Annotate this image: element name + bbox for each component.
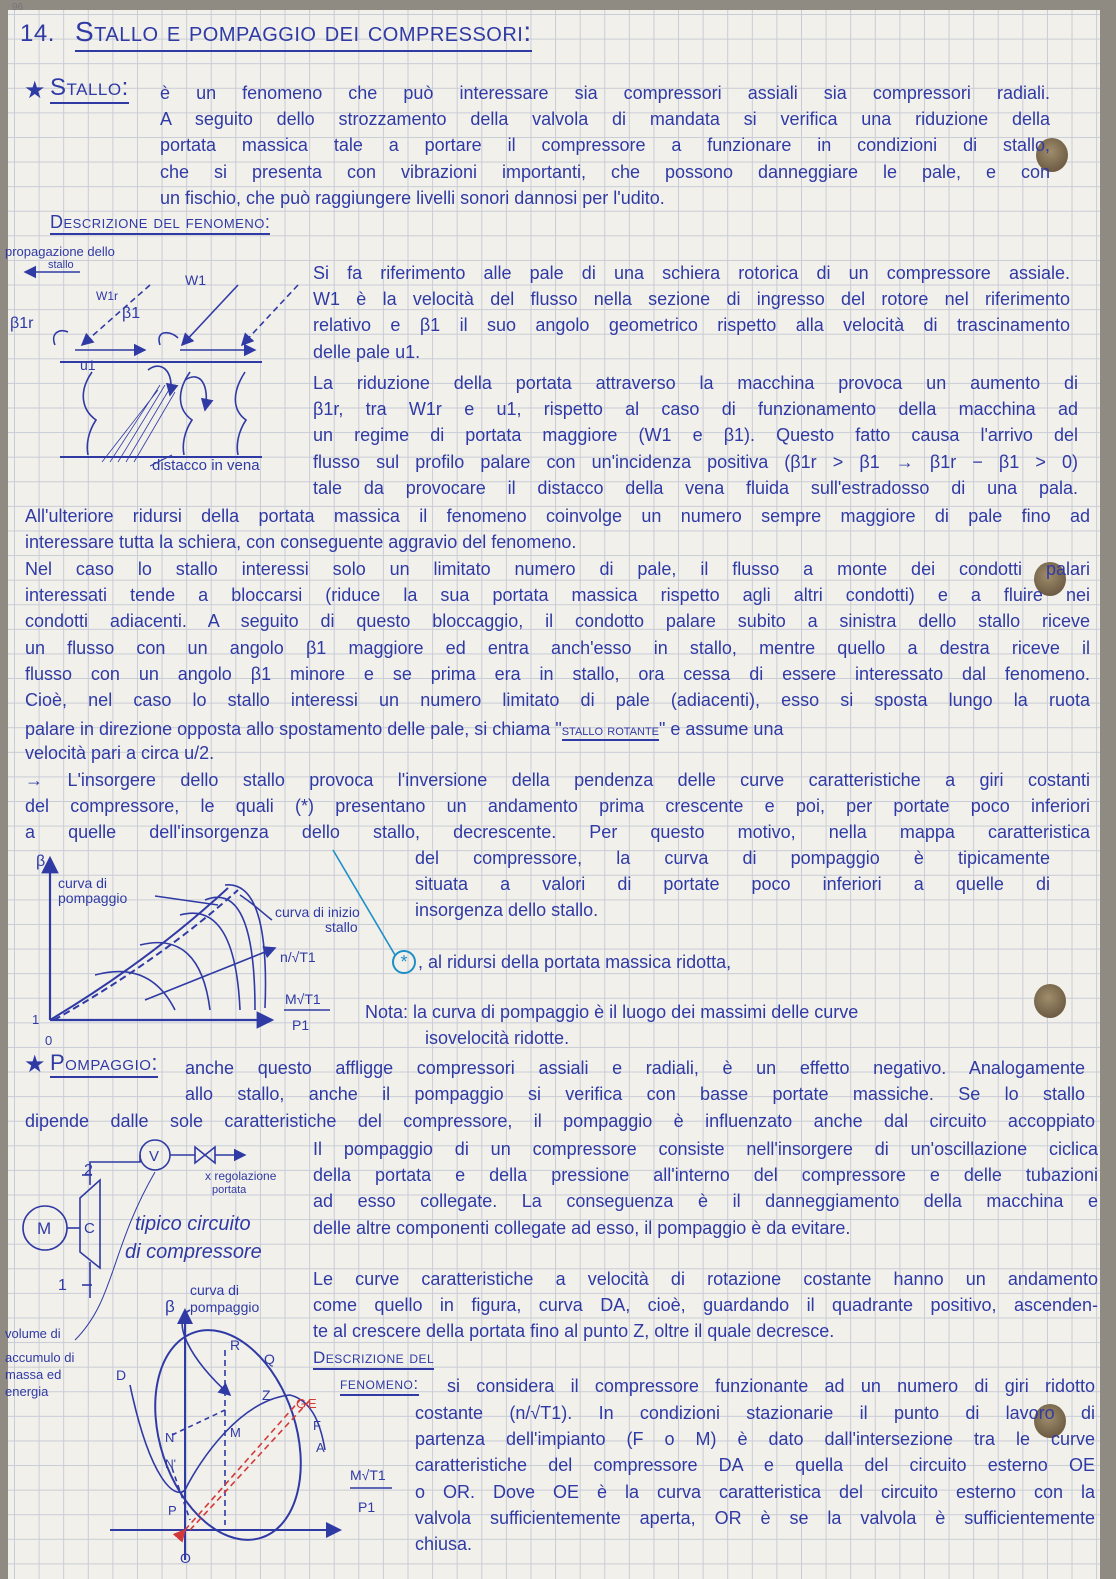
text-line: tale da provocare il distacco della vena fluida sull'estradosso di una pala. [313,477,1078,498]
text-line: a quelle dell'insorgenza dello stallo, decrescente. Per questo motivo, nella mappa caratteristica [25,822,1090,843]
star-icon: ★ [24,77,46,104]
text-line: → L'insorgere dello stallo provoca l'inversione della pendenza delle curve caratteristiche a giri costanti [25,770,1090,790]
footnote-marker: * [392,950,416,974]
text-line: che si presenta con vibrazioni importanti, che possono danneggiare le pale, e con [160,161,1050,182]
label: curva di [190,1282,240,1298]
text-line: Il pompaggio di un compressore consiste nell'insorgere di un'oscillazione ciclica [313,1139,1098,1159]
stallo-paragraph [160,80,1050,211]
label: portata [212,1184,247,1196]
section-number: 14. [20,20,55,47]
label: accumulo di [5,1350,75,1365]
paragraph [25,767,1090,846]
text-line: portata massica tale a portare il compressore a funzionare in condizioni di stallo, [160,135,1050,156]
paragraph-line: si considera il compressore funzionante ad un numero di giri ridotto [447,1376,1095,1396]
axis-label: M√T1 [285,991,321,1007]
paragraph [415,845,1050,924]
text-line: Le curve caratteristiche a velocità di rotazione costante hanno un andamento [313,1269,1098,1289]
axis-label: β [36,853,46,870]
point-label: M [230,1425,241,1440]
text-line: partenza dell'impianto (F o M) è dato dall'intersezione tra le curve [415,1429,1095,1450]
text-line: relativo e β1 il suo angolo geometrico rispetto alla velocità di trascinamento [313,315,1070,336]
label: W1 [185,272,206,288]
paragraph [313,1136,1098,1241]
page-number: 96 [12,2,24,13]
caption: tipico circuito [135,1213,251,1235]
label: propagazione dello [5,244,115,259]
label: 1 [58,1277,67,1294]
axis-label: M√T1 [350,1467,386,1483]
text-line: dipende dalle sole caratteristiche del compressore, il pompaggio è influenzato anche dal circuito accoppiato [25,1111,1095,1131]
binder-hole [1034,984,1066,1018]
text-line: situata a valori di portate poco inferiori a quelle di [415,874,1050,895]
note-line: Nota: la curva di pompaggio è il luogo dei massimi delle curve [365,1002,859,1022]
descrizione-heading: Descrizione del fenomeno: [50,212,270,235]
text-line: del compressore, le quali (*) presentano un andamento prima crescente e poi, per portate poco inferiori [25,796,1090,817]
point-label: A [316,1440,325,1455]
paragraph [313,370,1078,501]
paragraph [25,529,1090,555]
text: " e assume una [659,719,784,739]
text-line: anche questo affligge compressori assiali e radiali, è un effetto negativo. Analogamente [185,1058,1085,1078]
paragraph [313,1266,1098,1345]
tick-label: 1 [32,1012,40,1027]
label: β1r [10,315,34,332]
point-label: D [116,1367,127,1383]
label: W1r [96,289,118,303]
label: pompaggio [190,1299,260,1315]
text-line: W1 è la velocità del flusso nella sezione di ingresso del rotore nel riferimento [313,289,1070,310]
paragraph [313,260,1070,365]
text-line: Si fa riferimento alle pale di una schiera rotorica di un compressore assiale. [313,263,1070,283]
label: pompaggio [58,890,128,906]
text-line: Cioè, nel caso lo stallo interessi un numero limitato di pale (adiacenti), esso si sposta lungo la ruota [25,689,1090,710]
point-label: O [180,1550,191,1566]
stallo-heading: Stallo: [50,74,129,104]
label: stallo [48,259,74,271]
text-line: un regime di portata maggiore (W1 e β1). Questo fatto causa l'arrivo del [313,425,1078,446]
paragraph [25,503,1090,529]
label: stallo [325,919,358,935]
axis-label: P1 [292,1017,310,1033]
point-label: G [296,1396,307,1411]
footnote-text: , al ridursi della portata massica ridotta, [418,952,732,972]
label: massa ed [5,1367,62,1382]
text-line: delle altre componenti collegate ad esso, il pompaggio è da evitare. [313,1217,851,1238]
point-label: P [168,1503,177,1518]
point-label: N [165,1430,175,1445]
stallo-rotante-term: stallo rotante [561,722,659,739]
text-line: condotti adiacenti. A seguito di questo bloccaggio, il condotto palare subito a sinistra dello stallo riceve [25,611,1090,632]
text-line: un flusso con un angolo β1 maggiore ed entra anch'esso in stallo, mentre quello a destra riceve il [25,637,1090,658]
label: volume di [5,1326,61,1341]
text-line: te al crescere della portata fino al punto Z, oltre il quale decresce. [313,1321,835,1342]
note-line: isovelocità ridotte. [425,1028,570,1048]
point-label: Z [262,1387,271,1403]
text-line: delle pale u1. [313,341,421,362]
text-line: Nel caso lo stallo interessi solo un limitato numero di pale, il flusso a monte dei condotti palari [25,559,1090,579]
text-line: un fischio, che può raggiungere livelli sonori dannosi per l'udito. [160,187,665,208]
text-line: β1r, tra W1r e u1, rispetto al caso di funzionamento della macchina ad [313,399,1078,420]
label: energia [5,1384,49,1399]
text-line: interessati tende a bloccarsi (riduce la sua portata massica rispetto agli altri condotti) e a fluire nei [25,585,1090,606]
text-line: è un fenomeno che può interessare sia compressori assiali sia compressori radiali. [160,83,1050,103]
point-label: R [230,1337,241,1353]
text-line: insorgenza dello stallo. [415,900,599,921]
point-label: N' [165,1457,176,1471]
text-line: La riduzione della portata attraverso la macchina provoca un aumento di [313,373,1078,393]
label: x regolazione [205,1169,277,1183]
text-line: valvola sufficientemente aperta, OR è se la valvola è sufficientemente [415,1507,1095,1528]
text-line: chiusa. [415,1533,473,1554]
text-line: o OR. Dove OE è la curva caratteristica del circuito esterno con la [415,1481,1095,1502]
caption: di compressore [125,1241,262,1263]
label: C [84,1220,95,1237]
text-line: allo stallo, anche il pompaggio si verifica con basse portate massiche. Se lo stallo [185,1084,1085,1105]
text-line: flusso con un angolo β1 minore e se prima era in stallo, ora cessa di essere interessato dal fenomeno. [25,663,1090,684]
paragraph [25,740,625,766]
text-line: della portata e della pressione all'interno del compressore e delle tubazioni [313,1165,1098,1186]
label: M [37,1219,52,1238]
paragraph [185,1055,1085,1107]
pompaggio-heading: Pompaggio: [50,1050,158,1078]
paragraph [415,1400,1095,1557]
label: 2 [84,1162,93,1179]
text: palare in direzione opposta allo spostamento delle pale, si chiama " [25,719,562,739]
label: curva di [58,875,108,891]
text-line: velocità pari a circa u/2. [25,743,215,763]
text-line: caratteristiche del compressore DA e quella del circuito esterno OE [415,1455,1095,1476]
text-line: All'ulteriore ridursi della portata massica il fenomeno coinvolge un numero sempre maggiore di pale fino ad [25,506,1090,526]
label: curva di inizio [275,904,360,920]
paragraph [25,556,1090,713]
descrizione-heading-2: Descrizione del [313,1348,434,1370]
label: β1 [122,305,141,322]
fenomeno-heading: fenomeno: [340,1374,419,1396]
text-line: costante (n/√T1). In condizioni stazionarie il punto di lavoro di [415,1403,1095,1423]
point-label: F [313,1418,321,1433]
paragraph [25,1108,1095,1134]
tick-label: 0 [45,1033,53,1048]
point-label: Q [264,1351,275,1367]
axis-label: β [165,1297,175,1316]
label: n/√T1 [280,949,316,965]
star-icon: ★ [24,1051,46,1078]
text-line: flusso sul profilo palare con un'incidenza positiva (β1r > β1 → β1r − β1 > 0) [313,451,1078,472]
axis-label: P1 [358,1499,376,1515]
label: V [149,1148,160,1165]
text-line: interessare tutta la schiera, con conseguente aggravio del fenomeno. [25,532,577,552]
text-line: ad esso collegate. La conseguenza è il danneggiamento della macchina e [313,1191,1098,1212]
page-title: Stallo e pompaggio dei compressori: [75,16,532,52]
point-label: E [308,1396,317,1411]
label: distacco in vena [152,457,260,474]
text-line: del compressore, la curva di pompaggio è tipicamente [415,848,1050,868]
text-line: come quello in figura, curva DA, cioè, guardando il quadrante positivo, ascenden- [313,1295,1098,1316]
text-line: A seguito dello strozzamento della valvola di mandata si verifica una riduzione della [160,109,1050,130]
label: u1 [80,357,96,373]
